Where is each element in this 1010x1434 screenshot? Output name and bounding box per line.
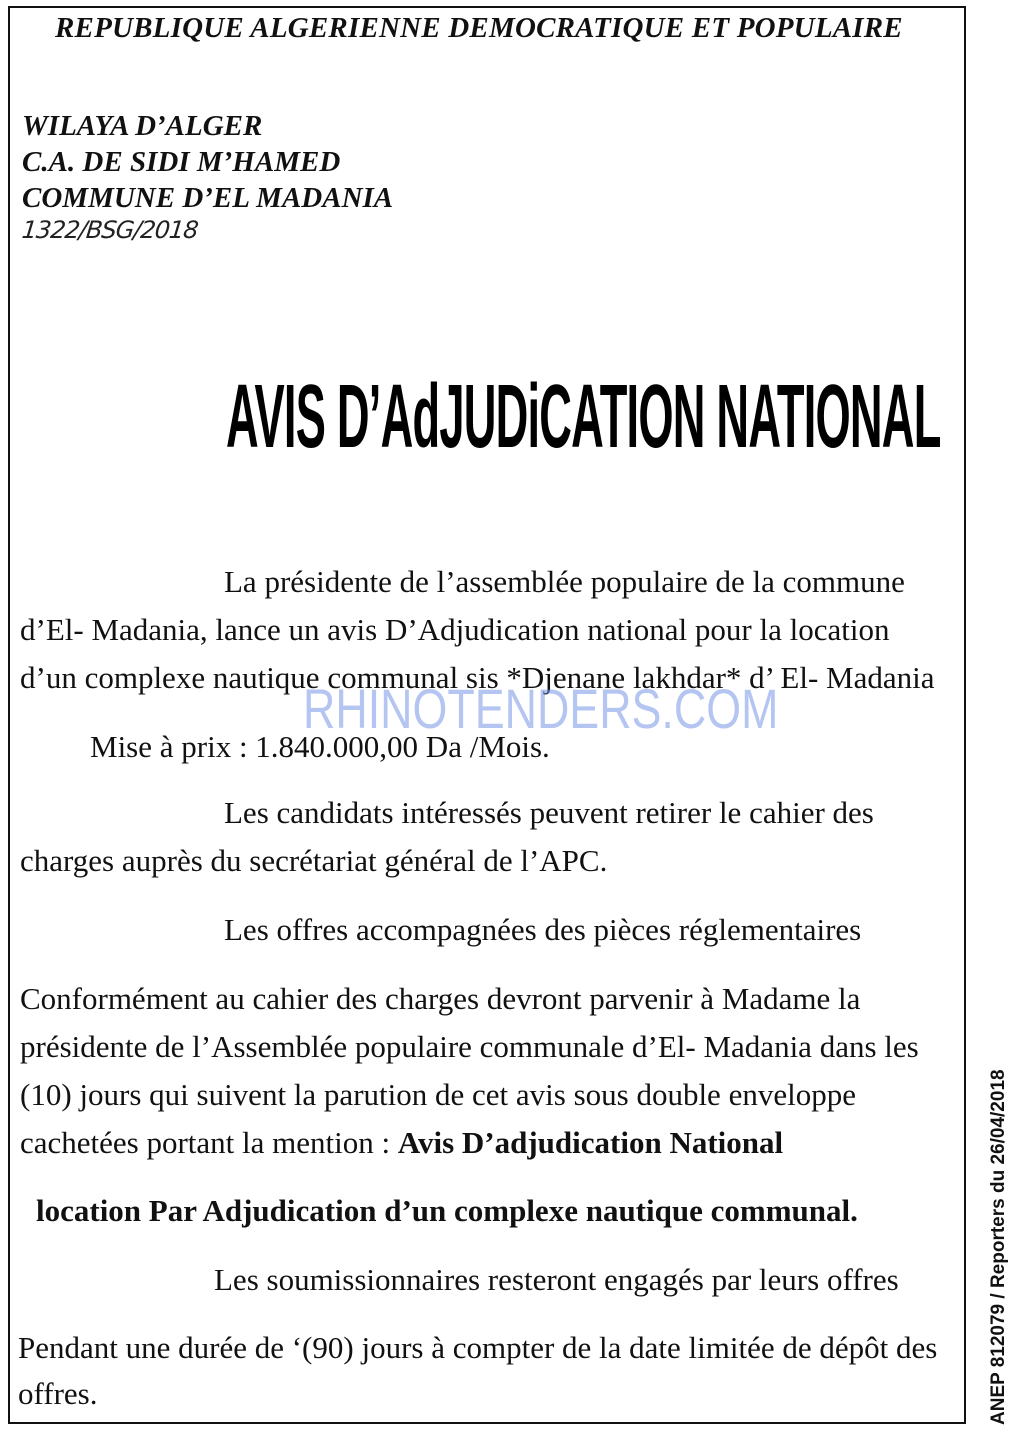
mention-intro: cachetées portant la mention :	[20, 1125, 398, 1160]
paragraph-3: Les offres accompagnées des pièces réglementaires	[224, 912, 862, 947]
paragraph-1-line-1: La présidente de l’assemblée populaire de la commune	[224, 564, 905, 599]
mention-line: location Par Adjudication d’un complexe nautique communal.	[36, 1193, 858, 1228]
paragraph-4-line-1: Conformément au cahier des charges devront parvenir à Madame la	[20, 981, 861, 1016]
notice-title: AVIS D’AdJUDiCATION NATIONAL	[226, 366, 941, 468]
paragraph-1-line-2: d’El- Madania, lance un avis D’Adjudication national pour la location	[20, 612, 890, 647]
wilaya-line: WILAYA D’ALGER	[22, 110, 263, 142]
watermark: RHINOTENDERS.COM	[303, 677, 779, 740]
mention-bold: Avis D’adjudication National	[397, 1125, 784, 1160]
paragraph-4-line-3: (10) jours qui suivent la parution de cet avis sous double enveloppe	[20, 1077, 856, 1112]
paragraph-2-line-1: Les candidats intéressés peuvent retirer le cahier des	[224, 795, 874, 830]
paragraph-1-line-3: d’un complexe nautique communal sis *Djenane lakhdar* d’ El- Madania	[20, 660, 935, 695]
paragraph-4-line-2: présidente de l’Assemblée populaire communale d’El- Madania dans les	[20, 1029, 919, 1064]
commune-line: COMMUNE D’EL MADANIA	[22, 182, 394, 214]
paragraph-5: Les soumissionnaires resteront engagés par leurs offres	[214, 1262, 899, 1297]
handwritten-reference: 1322/BSG/2018	[20, 216, 200, 244]
circonscription-line: C.A. DE SIDI M’HAMED	[22, 146, 341, 178]
paragraph-6-line-2: offres.	[18, 1376, 98, 1411]
publication-side-note: ANEP 812079 / Reporters du 26/04/2018	[988, 1069, 1009, 1425]
paragraph-4-line-4	[20, 1127, 783, 1158]
paragraph-2-line-2: charges auprès du secrétariat général de l’APC.	[20, 843, 608, 878]
paragraph-6-line-1: Pendant une durée de ‘(90) jours à compter de la date limitée de dépôt des	[18, 1330, 938, 1365]
republic-header: REPUBLIQUE ALGERIENNE DEMOCRATIQUE ET POPULAIRE	[55, 12, 903, 44]
reserve-price: Mise à prix : 1.840.000,00 Da /Mois.	[90, 729, 550, 764]
